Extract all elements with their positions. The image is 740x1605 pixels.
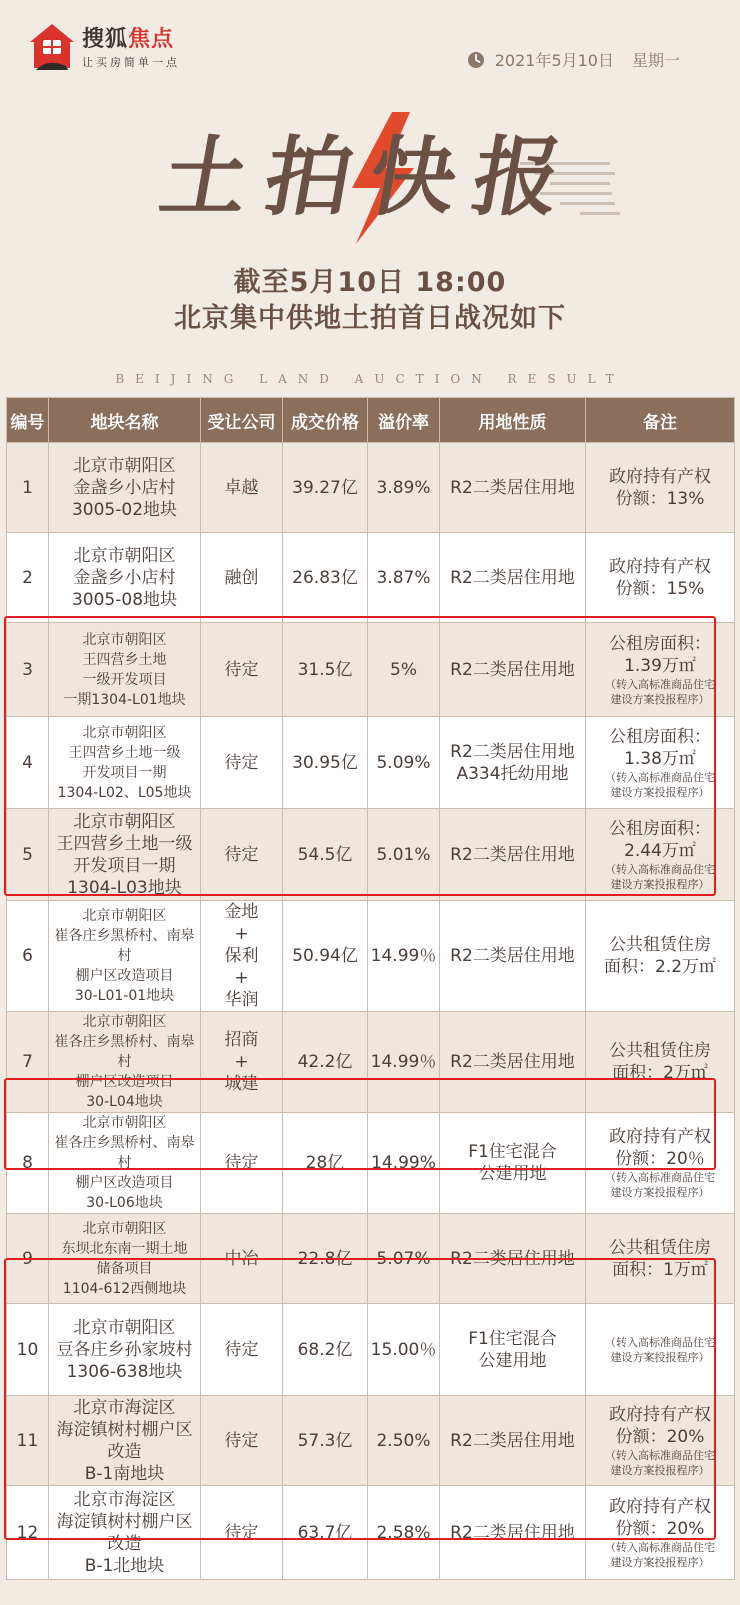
plot-name-line: 北京市朝阳区 <box>82 1014 167 1030</box>
plot-name-line: 开发项目一期 <box>82 764 167 781</box>
company-line: 待定 <box>224 659 259 680</box>
plot-name-line: 崔各庄乡黑桥村、南皋村 <box>54 928 195 964</box>
cell-number: 2 <box>7 533 49 623</box>
cell-premium: 5.09% <box>368 717 440 809</box>
cell-number: 3 <box>7 623 49 717</box>
plot-name-line: 1304-L02、L05地块 <box>57 784 192 801</box>
remark-line: 面积：2万㎡ <box>612 1063 708 1083</box>
plot-name-line: 3005-08地块 <box>71 589 178 610</box>
company-line: 待定 <box>224 1339 259 1360</box>
plot-name-line: 北京市朝阳区 <box>82 1115 167 1131</box>
plot-name-line: 3005-02地块 <box>71 499 178 520</box>
cell-price: 39.27亿 <box>283 443 368 533</box>
publish-date <box>467 48 680 71</box>
plot-name-line: 1304-L03地块 <box>67 877 182 898</box>
land-use-line: 公建用地 <box>478 1350 547 1371</box>
cell-premium: 5.01% <box>368 809 440 901</box>
company-line: 华润 <box>224 990 259 1010</box>
plot-name-line: 东坝北东南一期土地 <box>61 1240 188 1257</box>
header-number: 编号 <box>7 398 49 443</box>
cell-premium: 15.00％ <box>368 1304 440 1396</box>
header-price: 成交价格 <box>283 398 368 443</box>
english-caption: BEIJING LAND AUCTION RESULT <box>115 372 625 386</box>
plot-name-line: 开发项目一期 <box>73 855 176 876</box>
cell-remarks <box>586 533 735 623</box>
house-logo-icon <box>28 22 76 72</box>
highlight-box-rows-3-5 <box>4 616 716 896</box>
cell-premium: 14.99％ <box>368 901 440 1012</box>
cell-premium: 14.99% <box>368 1113 440 1214</box>
subtitle-line-1: 截至5月10日 18:00 <box>233 267 507 298</box>
cell-number: 8 <box>7 1113 49 1214</box>
remark-footnote: 建设方案投报程序） <box>610 1186 710 1199</box>
header <box>0 0 740 100</box>
table-header-row <box>7 398 735 443</box>
brand-name-focus: 焦点 <box>128 27 175 52</box>
plot-name-line: 北京市海淀区 <box>73 1489 176 1510</box>
land-use-line: R2二类居住用地 <box>450 567 575 588</box>
cell-premium: 3.89% <box>368 443 440 533</box>
plot-name-line: 金盏乡小店村 <box>73 567 176 588</box>
land-use-line: R2二类居住用地 <box>450 1430 575 1451</box>
subtitle <box>0 265 740 337</box>
cell-number: 9 <box>7 1214 49 1304</box>
company-line: + <box>234 924 249 944</box>
company-line: 待定 <box>224 844 259 865</box>
remark-line: 份额：15% <box>615 578 705 599</box>
plot-name-line: 北京市朝阳区 <box>82 724 167 741</box>
remark-line: 政府持有产权 <box>609 1404 711 1425</box>
header-remarks: 备注 <box>586 398 735 443</box>
cell-price: 22.8亿 <box>283 1214 368 1304</box>
land-use-line: R2二类居住用地 <box>450 1052 575 1072</box>
plot-name-line: 海淀镇树村棚户区改造 <box>56 1419 193 1462</box>
plot-name-line: 北京市朝阳区 <box>73 545 176 566</box>
remark-footnote: 建设方案投报程序） <box>610 1555 710 1569</box>
plot-name-line: 海淀镇树村棚户区改造 <box>56 1511 193 1554</box>
weekday-text: 星期一 <box>631 51 680 70</box>
plot-name-line: 豆各庄乡孙家坡村 <box>56 1339 193 1360</box>
cell-company <box>201 901 283 1012</box>
header-land-use: 用地性质 <box>440 398 586 443</box>
remark-line: 份额：20％ <box>615 1149 705 1169</box>
header-company: 受让公司 <box>201 398 283 443</box>
header-plot-name: 地块名称 <box>49 398 201 443</box>
remark-line: 公共租赁住房 <box>609 935 711 955</box>
subtitle-line-2: 北京集中供地土拍首日战况如下 <box>174 303 566 334</box>
cell-premium: 5% <box>368 623 440 717</box>
table-row <box>7 533 735 623</box>
cell-price: 63.7亿 <box>283 1486 368 1580</box>
cell-price: 30.95亿 <box>283 717 368 809</box>
plot-name-line: 储备项目 <box>96 1260 153 1277</box>
plot-name-line: 北京市朝阳区 <box>73 1317 176 1338</box>
cell-remarks <box>586 901 735 1012</box>
cell-number: 10 <box>7 1304 49 1396</box>
remark-line: 份额：20% <box>615 1518 705 1539</box>
land-use-line: R2二类居住用地 <box>450 844 575 865</box>
highlight-box-row-8 <box>4 1078 716 1170</box>
cell-price: 57.3亿 <box>283 1396 368 1486</box>
company-line: 待定 <box>224 1153 259 1173</box>
remark-footnote: （转入高标准商品住宅 <box>605 1171 715 1184</box>
remark-line: 政府持有产权 <box>609 1127 711 1147</box>
remark-footnote: （转入高标准商品住宅 <box>605 1540 715 1554</box>
cell-premium: 2.58% <box>368 1486 440 1580</box>
plot-name-line: 30-L04地块 <box>86 1094 163 1110</box>
remark-line: 公租房面积： <box>609 818 711 839</box>
remark-line: 份额：20% <box>615 1426 705 1447</box>
highlight-box-rows-10-12 <box>4 1258 716 1540</box>
cell-number: 7 <box>7 1012 49 1113</box>
hero-title: 土拍快报 <box>153 128 587 228</box>
remark-footnote: 建设方案投报程序） <box>610 785 710 799</box>
clock-icon <box>467 51 485 69</box>
plot-name-line: 一级开发项目 <box>82 671 167 688</box>
cell-land-use <box>440 533 586 623</box>
land-use-line: R2二类居住用地 <box>450 741 575 762</box>
plot-name-line: 30-L06地块 <box>86 1195 163 1211</box>
plot-name-line: 北京市朝阳区 <box>82 631 167 648</box>
plot-name-line: 王四营乡土地一级 <box>56 833 193 854</box>
plot-name-line: 棚户区改造项目 <box>75 1175 174 1191</box>
cell-plot-name <box>49 901 201 1012</box>
table-row <box>7 443 735 533</box>
brand-name <box>82 28 180 52</box>
cell-premium: 3.87% <box>368 533 440 623</box>
hero-banner <box>0 110 740 245</box>
plot-name-line: 一期1304-L01地块 <box>63 691 186 708</box>
cell-plot-name <box>49 443 201 533</box>
remark-footnote: （转入高标准商品住宅 <box>605 770 715 784</box>
cell-premium: 14.99％ <box>368 1012 440 1113</box>
company-line: 卓越 <box>224 477 259 498</box>
cell-price: 26.83亿 <box>283 533 368 623</box>
cell-number: 11 <box>7 1396 49 1486</box>
remark-footnote: 建设方案投报程序） <box>610 1350 710 1364</box>
remark-line: 1.39万㎡ <box>624 655 696 676</box>
plot-name-line: 王四营乡土地一级 <box>68 744 181 761</box>
company-line: 保利 <box>224 946 259 966</box>
remark-line: 政府持有产权 <box>609 556 711 577</box>
land-use-line: R2二类居住用地 <box>450 659 575 680</box>
date-text: 2021年5月10日 <box>494 51 614 70</box>
table-row <box>7 901 735 1012</box>
company-line: 中冶 <box>224 1248 259 1269</box>
cell-remarks <box>586 443 735 533</box>
plot-name-line: 北京市海淀区 <box>73 1397 176 1418</box>
land-use-line: R2二类居住用地 <box>450 1248 575 1269</box>
company-line: 待定 <box>224 1430 259 1451</box>
remark-footnote: （转入高标准商品住宅 <box>605 862 715 876</box>
cell-number: 6 <box>7 901 49 1012</box>
cell-premium: 5.07% <box>368 1214 440 1304</box>
remark-line: 公租房面积： <box>609 633 711 654</box>
cell-company <box>201 443 283 533</box>
company-line: 待定 <box>224 752 259 773</box>
cell-plot-name <box>49 533 201 623</box>
cell-price: 50.94亿 <box>283 901 368 1012</box>
land-use-line: 公建用地 <box>478 1164 547 1184</box>
brand-slogan: 让买房简单一点 <box>82 56 180 69</box>
plot-name-line: 1306-638地块 <box>66 1361 183 1382</box>
land-use-line: R2二类居住用地 <box>450 477 575 498</box>
cell-company <box>201 533 283 623</box>
plot-name-line: 金盏乡小店村 <box>73 477 176 498</box>
plot-name-line: 王四营乡土地 <box>82 651 167 668</box>
remark-footnote: （转入高标准商品住宅 <box>605 677 715 691</box>
company-line: 待定 <box>224 1522 259 1543</box>
brand-logo[interactable] <box>28 22 180 72</box>
remark-line: 份额：13% <box>615 488 705 509</box>
remark-line: 政府持有产权 <box>609 1496 711 1517</box>
remark-line: 面积：1万㎡ <box>612 1259 708 1280</box>
cell-number: 5 <box>7 809 49 901</box>
header-premium: 溢价率 <box>368 398 440 443</box>
brand-name-sohu: 搜狐 <box>82 27 129 52</box>
plot-name-line: 30-L01-01地块 <box>74 988 175 1004</box>
land-use-line: F1住宅混合 <box>468 1142 557 1162</box>
plot-name-line: B-1北地块 <box>84 1555 165 1576</box>
cell-land-use <box>440 901 586 1012</box>
remark-footnote: 建设方案投报程序） <box>610 692 710 706</box>
company-line: + <box>234 1052 249 1072</box>
remark-line: 公共租赁住房 <box>609 1237 711 1258</box>
company-line: 招商 <box>224 1030 259 1050</box>
plot-name-line: 北京市朝阳区 <box>73 455 176 476</box>
plot-name-line: 北京市朝阳区 <box>82 908 167 924</box>
plot-name-line: 棚户区改造项目 <box>75 1074 174 1090</box>
company-line: 融创 <box>224 567 259 588</box>
remark-footnote: 建设方案投报程序） <box>610 1463 710 1477</box>
land-use-line: R2二类居住用地 <box>450 1522 575 1543</box>
company-line: + <box>234 968 249 988</box>
cell-price: 28亿 <box>283 1113 368 1214</box>
plot-name-line: 北京市朝阳区 <box>82 1220 167 1237</box>
remark-footnote: （转入高标准商品住宅 <box>605 1448 715 1462</box>
plot-name-line: 1104-612西侧地块 <box>62 1280 187 1297</box>
land-use-line: F1住宅混合 <box>468 1328 557 1349</box>
company-line: 城建 <box>224 1074 259 1094</box>
plot-name-line: 北京市朝阳区 <box>73 811 176 832</box>
cell-price: 68.2亿 <box>283 1304 368 1396</box>
cell-premium: 2.50% <box>368 1396 440 1486</box>
plot-name-line: B-1南地块 <box>84 1463 165 1484</box>
remark-line: 面积：2.2万㎡ <box>603 957 717 977</box>
remark-line: 公共租赁住房 <box>609 1041 711 1061</box>
cell-number: 12 <box>7 1486 49 1580</box>
cell-price: 42.2亿 <box>283 1012 368 1113</box>
cell-land-use <box>440 443 586 533</box>
plot-name-line: 棚户区改造项目 <box>75 968 174 984</box>
remark-footnote: （转入高标准商品住宅 <box>605 1335 715 1349</box>
remark-line: 2.44万㎡ <box>624 840 696 861</box>
remark-line: 政府持有产权 <box>609 466 711 487</box>
remark-line: 1.38万㎡ <box>624 748 696 769</box>
remark-line: 公租房面积： <box>609 726 711 747</box>
company-line: 金地 <box>224 902 259 922</box>
cell-number: 4 <box>7 717 49 809</box>
cell-price: 54.5亿 <box>283 809 368 901</box>
cell-number: 1 <box>7 443 49 533</box>
land-use-line: R2二类居住用地 <box>450 946 575 966</box>
remark-footnote: 建设方案投报程序） <box>610 877 710 891</box>
land-use-line: A334托幼用地 <box>456 763 569 784</box>
plot-name-line: 崔各庄乡黑桥村、南皋村 <box>54 1034 195 1070</box>
plot-name-line: 崔各庄乡黑桥村、南皋村 <box>54 1135 195 1171</box>
cell-price: 31.5亿 <box>283 623 368 717</box>
